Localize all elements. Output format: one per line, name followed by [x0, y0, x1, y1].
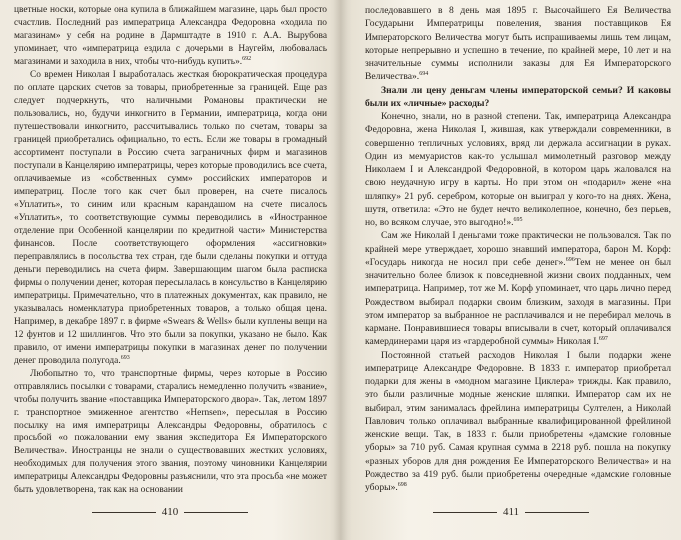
right-paragraph-2: Конечно, знали, но в разной степени. Так, императрица Александра Федоровна, жена Николая I, жившая, как утверждали современники, в совершенно тепличных условиях, вряд ли держала ассигнации в руках. Один из мемуаристов как-то услышал мимолетный разговор между Николаем I и Александрой Федоровной, в котором царь жаловался на свою неудачную игру в карты. Но при этом он «подарил» жене «на шляпку» 21 руб. серебром, которые он выиграл у кого-то на днях. Жена, шутя, ответила: «Это не будет нечто великолепное, конечно, без перьев, но, во всяком случае, это выгодно!».$^{695}$: [365, 111, 671, 228]
left-paragraph-2: Со времен Николая I выработалась жесткая бюрократическая процедура по оплате царских счетов за товары, приобретенные за границей. Еще раз следует подчеркнуть, что наличными Романовы практически не пользовались, но, будучи инкогнито в Германии, императрица, когда они путешествовали инкогнито, рассчитывались только по счетам, товары за границей приобретались официально, то есть. Если же товары в громадный ассортимент поступали в Россию счета заграничных фирм и магазинов поступали в Канцелярию императрицы, через которые проводились все счета, оплачиваемые из «собственных сумм» российских императоров и императриц. После того как счет был проверен, на счете писалось «Уплатить», то синим или красным карандашом на счете писалось «Уплатить», то соответствующие суммы переводились в «Иностранное отделение при Особенной канцелярии по кредитной части» Министерства финансов. После соответствующего оформления «ассигновки» переправлялись в посольства тех стран, где были сделаны покупки и оттуда деньги переводились на счета фирм. Завершающим шагом была расписка фирмы о получении денег, которая пересылалась в консульство в Канцелярию императрицы. Примечательно, что в платежных документах, как правило, не указывалась номенклатура приобретенных товаров, а только общая цена. Например, в декабре 1897 г. в фирме «Swears & Wells» были куплены вещи на 12 фунтов и 12 шиллингов. Что это были за покупки, указано не было. Как правило, от имени императрицы покупки в магазинах денег по получении денег проводила полугода.$^{693}$: [14, 69, 327, 366]
left-paragraph-3: Любопытно то, что транспортные фирмы, через которые в Россию отправлялись посылки с товарами, старались немедленно получить «звание», чтобы получить звание «поставщика Императорского двора». Так, летом 1897 г. транспортное эмиженное агентство «Hernsen», пересылая в Россию посылку на имя императрицы Александры Федоровны, обратилось с просьбой «о пожаловании ему звания экспедитора Ея Императорского Величества». Иностранцы не знали о существовавших жестких условиях, необходимых для получения этого звания, поэтому чиновники Канцелярии императрицы Александры Федоровны разъяснили, что эта просьба «не может быть удовлетворена, так как на основании: [14, 368, 327, 496]
footnote-marker: 698: [397, 481, 407, 488]
left-page: [0, 0, 340, 540]
left-paragraph-1: цветные носки, которые она купила в ближайшем магазине, царь был просто счастлив. Последний раз императрица Александра Федоровна «ходила по магазинам» у себя на родине в Дармштадте в 1910 г. А.А. Вырубова упоминает, что «императрица ездила с дочерьми в Наугейм, любовалась магазинами и заходила в них, чтобы что-нибудь купить».$^{692}$: [14, 5, 327, 67]
right-page: [341, 0, 681, 540]
right-paragraph-3: Сам же Николай I деньгами тоже практически не пользовался. Так по крайней мере утверждает, хорошо знавший императора, барон М. Корф: «Государь никогда не носил при себе денег».$^{696}$Тем не менее он был значительно более близок к повседневной жизни своих подданных, чем императрица. Например, тот же М. Корф упоминает, что царь лично перед Рождеством выбирал подарки своим близким, заходя в магазины. При этом император за выбранное не расплачивался и не перебирал мелочь в кармане. Понравившиеся товары вписывали в счет, который оплачивался камердинерами царя из «гардеробной суммы» Николая I.$^{697}$: [365, 230, 671, 348]
left-page-text: [14, 4, 327, 497]
footnote-marker: 692: [242, 55, 252, 62]
right-paragraph-4: Постоянной статьей расходов Николая I были подарки жене императрице Александре Федоровне. В 1833 г. император приобретал подарки для жены в «модном магазине Циклера» трижды. Как правило, это были различные модные женские шляпки. Император сам их не выбирал, этим занималась фрейлина императрицы Султелен, а Николай Павлович только оплачивал выбранные квалифицированной фрейлиной женские вещи. Так, в 1833 г. были приобретены «дамские головные уборы» за 710 руб. Самая крупная сумма в 2218 руб. пошла на покупку «разных уборов для дня рождения Ее Императорского Величества» и на Рождество за 419 руб. были приобретены очередные «дамские головные уборы».$^{698}$: [365, 349, 671, 493]
right-question: Знали ли цену деньгам члены императорской семьи? И каковы были их «личные» расходы?: [365, 84, 671, 109]
footnote-marker: 693: [120, 354, 130, 361]
right-paragraph-1: последовавшего в 8 день мая 1895 г. Высочайшего Ея Величества Государыни Императрицы повеления, звания поставщиков Ея Императорского Величества могут быть испрашиваемы лишь тем лицам, которые непрерывно и успешно в течение, по крайней мере, 10 лет и на значительные суммы исполнили заказы для Ея Императорского Величества».$^{694}$: [365, 5, 671, 83]
footnote-marker: 696: [565, 256, 575, 263]
footnote-marker: 697: [598, 336, 608, 343]
footnote-marker: 695: [513, 216, 523, 223]
footnote-marker: 694: [419, 71, 429, 78]
page-number-right: 411: [341, 505, 681, 519]
right-page-text: [365, 4, 671, 494]
page-number-left: 410: [0, 505, 340, 519]
